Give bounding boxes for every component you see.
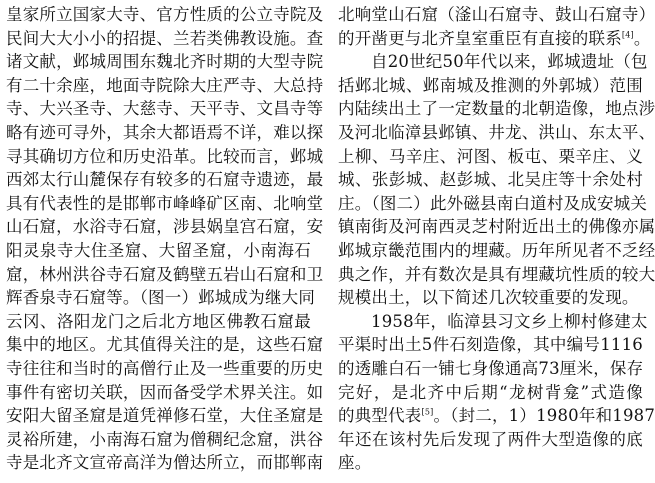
text-line: 座。: [338, 453, 372, 473]
left-text-column: [6, 3, 324, 475]
text-line: 山石窟，水浴寺石窟，涉县娲皇宫石窟，安: [6, 217, 324, 237]
text-line: 寻其确切方位和历史沿革。比较而言，邺城: [6, 146, 324, 166]
text-line: 诸文献，邺城周围东魏北齐时期的大型寺院: [6, 52, 324, 72]
text-line: 及河北临漳县邺镇、井龙、洪山、东太平、: [338, 122, 655, 142]
text-line: 典之作，并有数次是具有埋藏坑性质的较大: [338, 264, 655, 284]
text-line: 平渠时出土5件石刻造像，其中编号1116: [338, 335, 643, 355]
text-line: 内陆续出土了一定数量的北朝造像，地点涉: [338, 99, 655, 119]
text-line: [338, 27, 651, 51]
text-line: 集中的地区。尤其值得关注的是，这些石窟: [6, 335, 324, 355]
text-line: 略有迹可寻外，其余大都语焉不详，难以探: [6, 122, 324, 142]
text-line: 寺是北齐文宣帝高洋为僧达所立，而邯郸南: [6, 453, 324, 473]
text-line: 邺城京畿范围内的埋藏。历年所见者不乏经: [338, 240, 655, 260]
text-line: 西郊太行山麓保存有较多的石窟寺遗迹，最: [6, 170, 324, 190]
text-run: 。（封二，1）1980年和1987: [433, 406, 655, 426]
text-line: 上柳、马辛庄、河图、板屯、栗辛庄、义: [338, 146, 643, 166]
text-line: 庄。（图二）此外磁县南白道村及成安城关: [338, 193, 648, 213]
text-line: 的透雕白石一铺七身像通高73厘米，保存: [338, 358, 644, 378]
text-line: 云冈、洛阳龙门之后北方地区佛教石窟最: [6, 311, 311, 331]
text-line: 民间大大小小的招提、兰若类佛教设施。查: [6, 28, 324, 48]
text-line: 皇家所立国家大寺、官方性质的公立寺院及: [6, 5, 324, 24]
text-line: 阳灵泉寺大住圣窟、大留圣窟，小南海石: [6, 240, 311, 260]
text-line: 自20世纪50年代以来，邺城遗址（包: [371, 52, 648, 72]
text-line: 北响堂山石窟（滏山石窟寺、鼓山石窟寺）: [338, 5, 655, 24]
text-line: 辉香泉寺石窟等。（图一）邺城成为继大同: [6, 288, 316, 308]
text-line: 括邺北城、邺南城及推测的外郭城）范围: [338, 75, 643, 95]
text-line: 年还在该村先后发现了两件大型造像的底: [338, 429, 643, 449]
right-text-column: [338, 3, 655, 475]
text-line: 具有代表性的是邯郸市峰峰矿区南、北响堂: [6, 193, 324, 213]
text-line: 寺、大兴圣寺、大慈寺、天平寺、文昌寺等: [6, 99, 324, 119]
citation-ref[interactable]: [4]: [621, 30, 634, 40]
citation-ref[interactable]: [5]: [421, 407, 434, 417]
text-line: [338, 404, 655, 428]
text-line: 安阳大留圣窟是道凭禅修石堂，大住圣窟是: [6, 406, 324, 426]
text-line: 窟，林州洪谷寺石窟及鹤壁五岩山石窟和卫: [6, 264, 324, 284]
text-line: 有二十余座，地面寺院除大庄严寺、大总持: [6, 75, 324, 95]
text-run: 。: [633, 28, 651, 48]
text-line: 规模出土，以下简述几次较重要的发现。: [338, 288, 639, 308]
text-line: 1958年，临漳县习文乡上柳村修建太: [371, 311, 648, 331]
text-line: 完好，是北齐中后期“龙树背龛”式造像: [338, 382, 643, 402]
text-run: 的典型代表: [338, 406, 422, 426]
text-line: 事件有密切关联，因而备受学术界关注。如: [6, 382, 324, 402]
text-line: 城、张彭城、赵彭城、北吴庄等十余处村: [338, 170, 643, 190]
text-run: 的开凿更与北齐皇室重臣有直接的联系: [338, 28, 622, 48]
text-line: 寺往往和当时的高僧行止及一些重要的历史: [6, 358, 324, 378]
text-line: 灵裕所建，小南海石窟为僧稠纪念窟，洪谷: [6, 429, 324, 449]
text-line: 镇南街及河南西灵芝村附近出土的佛像亦属: [338, 217, 655, 237]
